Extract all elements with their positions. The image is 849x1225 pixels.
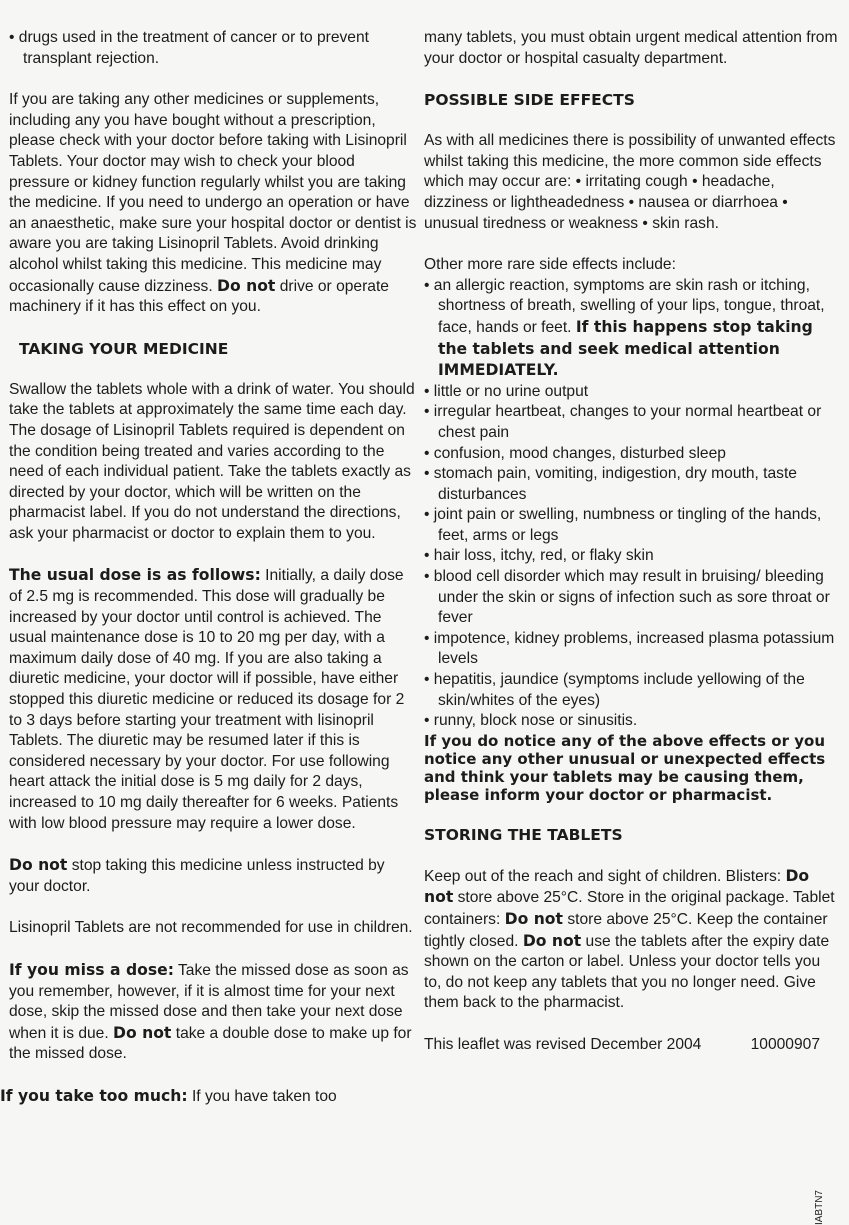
list-item: • stomach pain, vomiting, indigestion, dry mouth, taste disturbances: [424, 465, 797, 503]
right-column: [424, 28, 840, 1056]
other-medicines-paragraph: [9, 90, 419, 318]
taking-medicine-heading: TAKING YOUR MEDICINE: [19, 339, 229, 358]
miss-dose-paragraph: [9, 960, 419, 1065]
list-item: • hepatitis, jaundice (symptoms include yellowing of the skin/whites of the eyes): [424, 671, 805, 709]
too-much-paragraph: [0, 1086, 419, 1108]
rare-allergic: • an allergic reaction, symptoms are skin rash or itching, shortness of breath, swelling of your lips, tongue, throat, face, hands or feet.: [424, 276, 825, 336]
usual-dose-text: Initially, a daily dose of 2.5 mg is recommended. This dose will gradually be increased by your doctor until control is achieved. The usual maintenance dose is 10 to 20 mg per day, with a maximum daily dose of 40 mg. If you are also taking a diuretic medicine, your doctor will if possible, have either stopped this diuretic medicine or reduced its dosage for 2 to 3 days before starting your treatment with lisinopril Tablets. The diuretic may be resumed later if this is considered necessary by your doctor. For use following heart attack the initial dose is 5 mg daily for 2 days, increased to 10 mg daily thereafter for 6 weeks. Patients with low blood pressure may require a lower dose.: [9, 567, 405, 832]
rare-allergic-warning: If this happens stop taking the tablets and seek medical attention IMMEDIATELY.: [438, 317, 813, 380]
notice-paragraph: If you do notice any of the above effects or you notice any other unusual or unexpected effects and think your tablets may be causing them, please inform your doctor or pharmacist.: [424, 731, 826, 804]
list-item: • irregular heartbeat, changes to your normal heartbeat or chest pain: [424, 403, 822, 441]
swallow-paragraph: Swallow the tablets whole with a drink of water. You should take the tablets at approximately the same time each day. The dosage of Lisinopril Tablets required is dependent on the condition being treated and varies according to the need of each individual patient. Take the tablets exactly as directed by your doctor, which will be written on the pharmacist label. If you do not understand the directions, ask your pharmacist or doctor to explain them to you.: [9, 380, 415, 542]
usual-dose-label: The usual dose is as follows:: [9, 566, 261, 585]
list-item: • hair loss, itchy, red, or flaky skin: [424, 547, 654, 565]
miss-dose-end: take a double dose to make up for the missed dose.: [9, 1024, 412, 1063]
storing-heading: STORING THE TABLETS: [424, 825, 623, 844]
do-not-stop-paragraph: [9, 855, 419, 897]
miss-dose-text: Take the missed dose as soon as you remember, however, if it is almost time for your next dose, skip the missed dose and then take your next dose when it is due.: [9, 961, 409, 1042]
list-item: • little or no urine output: [424, 382, 589, 400]
storing-text-1: Keep out of the reach and sight of children. Blisters:: [424, 867, 782, 885]
side-code: IABTN7: [814, 1190, 825, 1225]
list-item: • joint pain or swelling, numbness or tingling of the hands, feet, arms or legs: [424, 506, 822, 544]
storing-text-4: use the tablets after the expiry date shown on the carton or label. Unless your doctor tells you to, do not keep any tablets that you no longer need. Give them back to the pharmacist.: [424, 932, 830, 1012]
rare-intro: Other more rare side effects include:: [424, 256, 676, 274]
list-item: • runny, block nose or sinusitis.: [424, 712, 638, 730]
miss-dose-label: If you miss a dose:: [9, 960, 174, 979]
list-item: [424, 276, 840, 382]
storing-text-2: store above 25°C. Store in the original package. Tablet containers:: [424, 889, 835, 928]
rare-effects-list: [424, 276, 840, 732]
do-not-stop-label: Do not: [9, 856, 68, 875]
children-paragraph: Lisinopril Tablets are not recommended for use in children.: [9, 919, 413, 937]
bullet-cancer: • drugs used in the treatment of cancer or to prevent transplant rejection.: [9, 29, 369, 67]
storing-text-3: store above 25°C. Keep the container tightly closed.: [424, 911, 828, 950]
continuation-paragraph: many tablets, you must obtain urgent medical attention from your doctor or hospital casualty department.: [424, 29, 838, 67]
list-item: • impotence, kidney problems, increased plasma potassium levels: [424, 629, 835, 668]
other-medicines-end: drive or operate machinery if it has this effect on you.: [9, 277, 389, 316]
storing-do-not-2: Do not: [504, 910, 563, 928]
revised-date: This leaflet was revised December 2004: [424, 1035, 702, 1053]
left-column: [0, 28, 419, 1108]
too-much-label: If you take too much:: [0, 1086, 188, 1105]
too-much-text: If you have taken too: [191, 1087, 337, 1105]
side-effects-intro: As with all medicines there is possibility of unwanted effects whilst taking this medicine, the more common side effects which may occur are: • irritating cough • headache, dizziness or lightheadedness • nausea or diarrhoea • unusual tiredness or weakness • skin rash.: [424, 132, 836, 232]
side-effects-heading: POSSIBLE SIDE EFFECTS: [424, 91, 635, 110]
storing-paragraph: [424, 866, 840, 1014]
do-not-stop-text: stop taking this medicine unless instructed by your doctor.: [9, 857, 385, 895]
list-item: • confusion, mood changes, disturbed sleep: [424, 444, 726, 462]
miss-do-not-label: Do not: [113, 1023, 172, 1042]
storing-do-not-1: Do not: [424, 866, 810, 907]
usual-dose-paragraph: [9, 565, 419, 834]
storing-do-not-3: Do not: [522, 931, 582, 950]
leaflet-footer: [424, 1035, 840, 1056]
leaflet-code: 10000907: [750, 1035, 820, 1053]
do-not-drive-label: Do not: [217, 276, 276, 295]
other-medicines-text: If you are taking any other medicines or supplements, including any you have bought without a prescription, please check with your doctor before taking with Lisinopril Tablets. Your doctor may wish to check your blood pressure or kidney function regularly whilst you are taking the medicine. If you need to undergo an operation or have an anaesthetic, make sure your hospital doctor or dentist is aware you are taking Lisinopril Tablets. Avoid drinking alcohol whilst taking this medicine. This medicine may occasionally cause dizziness.: [9, 91, 417, 295]
list-item: • blood cell disorder which may result in bruising/ bleeding under the skin or signs of infection such as sore throat or fever: [424, 568, 830, 627]
